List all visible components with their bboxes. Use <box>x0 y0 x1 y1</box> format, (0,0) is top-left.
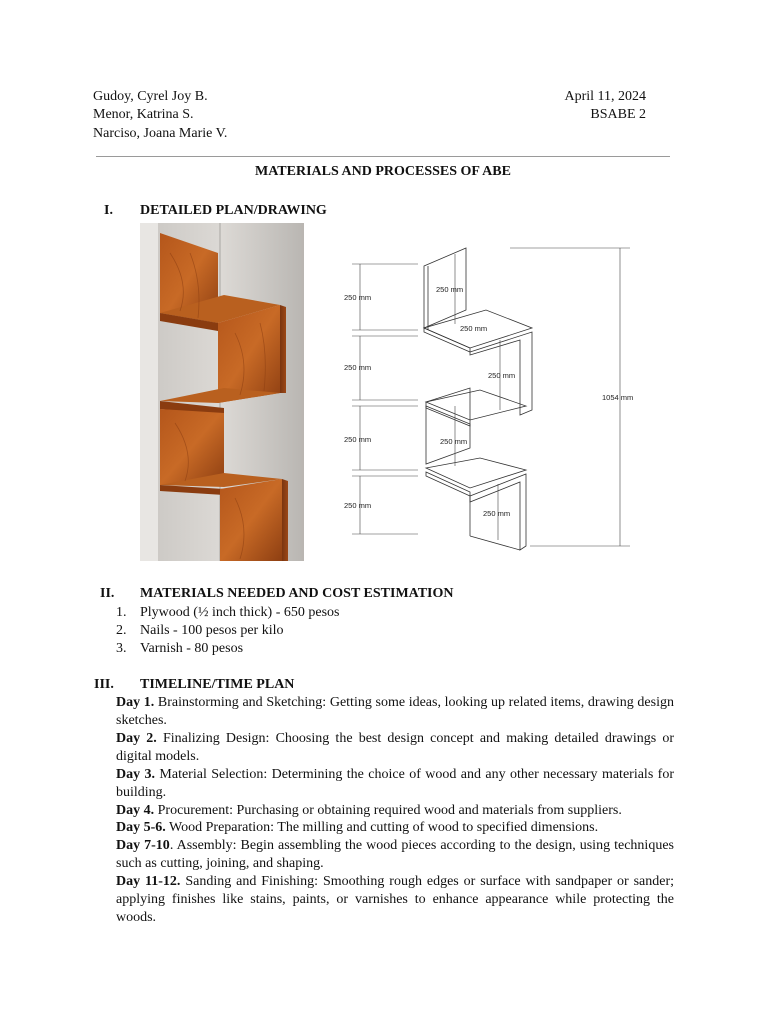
timeline-entry <box>116 766 674 802</box>
timeline-text: Finalizing Design: Choosing the best design concept and making detailed drawings or digital models. <box>116 731 674 764</box>
author-name: Menor, Katrina S. <box>93 107 194 122</box>
timeline-entry <box>116 730 674 766</box>
author-name: Narciso, Joana Marie V. <box>93 126 228 141</box>
material-item: Varnish - 80 pesos <box>140 641 244 656</box>
total-height-label: 1054 mm <box>602 393 634 402</box>
timeline-text: Procurement: Purchasing or obtaining required wood and materials from suppliers. <box>154 803 622 818</box>
section-number: I. <box>104 203 113 218</box>
dimension-label: 250 mm <box>488 371 516 380</box>
shelf-dimension-drawing <box>330 240 650 552</box>
timeline-entry <box>116 694 674 730</box>
timeline-day: Day 1. <box>116 695 155 710</box>
section-number: III. <box>94 677 114 692</box>
timeline-text: . Assembly: Begin assembling the wood pieces according to the design, using techniques such as cutting, joining, and shaping. <box>116 838 674 871</box>
shelf-photo <box>140 223 304 561</box>
timeline-day: Day 4. <box>116 803 155 818</box>
timeline-entry <box>116 837 674 873</box>
dimension-label: 250 mm <box>344 293 372 302</box>
timeline-entry <box>116 819 674 837</box>
timeline-text: Wood Preparation: The milling and cutting of wood to specified dimensions. <box>165 820 599 835</box>
material-item: Nails - 100 pesos per kilo <box>140 623 284 638</box>
timeline-entry <box>116 873 674 927</box>
section-heading: MATERIALS NEEDED AND COST ESTIMATION <box>140 586 454 601</box>
timeline-day: Day 2. <box>116 731 157 746</box>
header-divider <box>96 156 670 157</box>
timeline-day: Day 11-12. <box>116 874 181 889</box>
timeline-entry <box>116 802 674 820</box>
course-code: BSABE 2 <box>590 107 646 122</box>
section-heading: DETAILED PLAN/DRAWING <box>140 203 327 218</box>
timeline-text: Material Selection: Determining the choice of wood and any other necessary materials for building. <box>116 767 674 800</box>
dimension-label: 250 mm <box>344 435 372 444</box>
dimension-label: 250 mm <box>344 501 372 510</box>
list-number: 1. <box>116 605 127 620</box>
dimension-label: 250 mm <box>440 437 468 446</box>
section-heading: TIMELINE/TIME PLAN <box>140 677 295 692</box>
list-number: 2. <box>116 623 127 638</box>
timeline-text: Brainstorming and Sketching: Getting some ideas, looking up related items, drawing design sketches. <box>116 695 674 728</box>
timeline-day: Day 3. <box>116 767 156 782</box>
section-number: II. <box>100 586 115 601</box>
material-item: Plywood (½ inch thick) - 650 pesos <box>140 605 340 620</box>
timeline-day: Day 5-6. <box>116 820 166 835</box>
timeline-day: Day 7-10 <box>116 838 170 853</box>
timeline-text: Sanding and Finishing: Smoothing rough edges or surface with sandpaper or sander; applying finishes like stains, paints, or varnishes to enhance appearance while protecting the woods. <box>116 874 675 925</box>
author-name: Gudoy, Cyrel Joy B. <box>93 89 208 104</box>
document-date: April 11, 2024 <box>564 89 646 104</box>
dimension-label: 250 mm <box>483 509 511 518</box>
dimension-label: 250 mm <box>436 285 464 294</box>
dimension-label: 250 mm <box>460 324 488 333</box>
dimension-label: 250 mm <box>344 363 372 372</box>
list-number: 3. <box>116 641 127 656</box>
document-title: MATERIALS AND PROCESSES OF ABE <box>255 164 511 179</box>
